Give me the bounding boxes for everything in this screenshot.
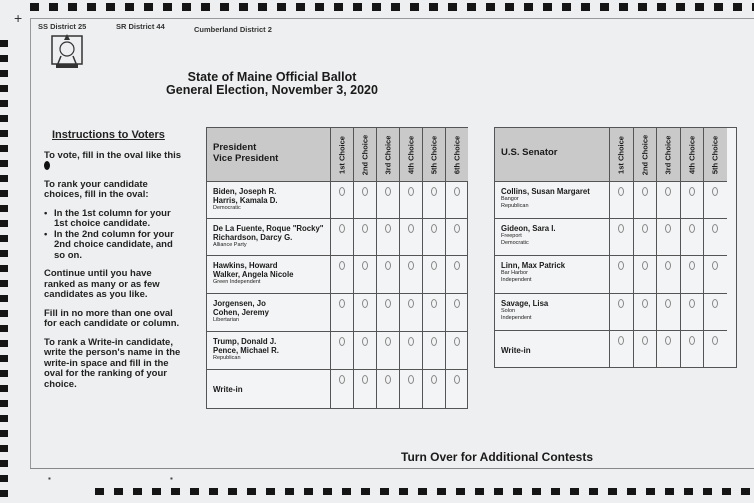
turnover-note: Turn Over for Additional Contests	[401, 450, 594, 464]
ranking-cell	[609, 182, 633, 219]
office-title: President Vice President	[213, 142, 279, 164]
ranking-oval[interactable]	[408, 261, 414, 270]
writein-label: Write-in	[501, 345, 531, 355]
candidate-name	[501, 261, 565, 284]
ranking-oval[interactable]	[689, 224, 695, 233]
instructions-para: To vote, fill in the oval like this	[44, 151, 184, 172]
candidate-line: Walker, Angela Nicole	[213, 270, 294, 279]
instructions-panel	[44, 130, 184, 398]
ranking-oval[interactable]	[385, 375, 391, 384]
candidate-town: Bangor	[501, 196, 519, 202]
candidate-row	[495, 182, 727, 219]
candidate-name	[501, 224, 556, 247]
candidate-name	[213, 299, 269, 324]
ranking-cell	[330, 182, 353, 219]
ranking-oval[interactable]	[385, 187, 391, 196]
ranking-oval[interactable]	[431, 337, 437, 346]
ranking-oval[interactable]	[618, 224, 624, 233]
ranking-oval[interactable]	[362, 375, 368, 384]
ranking-oval[interactable]	[362, 224, 368, 233]
ranking-oval[interactable]	[454, 224, 460, 233]
candidate-line: Biden, Joseph R.	[213, 187, 277, 196]
ranking-oval[interactable]	[618, 261, 624, 270]
candidate-row	[495, 256, 727, 294]
candidate-line: Gideon, Sara I.	[501, 224, 556, 233]
ranking-cell	[353, 256, 376, 294]
ranking-cell	[330, 256, 353, 294]
ranking-oval[interactable]	[385, 261, 391, 270]
ranking-oval[interactable]	[712, 224, 718, 233]
ranking-cell	[399, 182, 422, 219]
writein-row	[495, 331, 727, 368]
ranking-cell	[330, 332, 353, 370]
instructions-para: Fill in no more than one oval for each candidate or column.	[44, 307, 180, 330]
district-label: Cumberland District 2	[194, 25, 272, 34]
ranking-cell	[680, 182, 704, 219]
timing-tick: ▪	[48, 474, 51, 483]
ranking-oval[interactable]	[665, 336, 671, 345]
ranking-oval[interactable]	[712, 187, 718, 196]
ranking-oval[interactable]	[689, 336, 695, 345]
instructions-list	[44, 209, 184, 262]
ranking-cell	[633, 256, 657, 294]
ranking-cell	[399, 294, 422, 332]
candidate-town: Freeport	[501, 233, 522, 239]
ranking-oval[interactable]	[408, 299, 414, 308]
ranking-oval[interactable]	[408, 337, 414, 346]
ranking-cell	[633, 294, 657, 331]
ranking-cell	[353, 370, 376, 408]
choice-column-header	[330, 128, 353, 182]
ranking-oval[interactable]	[454, 261, 460, 270]
ranking-cell	[609, 294, 633, 331]
ranking-oval[interactable]	[339, 337, 345, 346]
ranking-cell	[703, 331, 727, 368]
district-label: SR District 44	[116, 22, 165, 31]
ranking-cell	[422, 182, 445, 219]
ranking-oval[interactable]	[665, 224, 671, 233]
ranking-cell	[422, 332, 445, 370]
choice-column-label: 2nd Choice	[640, 134, 650, 175]
ranking-oval[interactable]	[712, 336, 718, 345]
choice-column-header	[633, 128, 657, 182]
choice-column-label: 2nd Choice	[360, 134, 370, 175]
choice-column-header	[656, 128, 680, 182]
ranking-oval[interactable]	[408, 224, 414, 233]
choice-column-header	[445, 128, 468, 182]
instructions-para: To rank your candidate choices, fill in the oval:	[44, 178, 149, 201]
ranking-cell	[656, 331, 680, 368]
choice-column-label: 1st Choice	[616, 135, 626, 174]
registration-cross-icon: +	[14, 10, 23, 26]
ranking-oval[interactable]	[689, 187, 695, 196]
timing-marks-bottom	[95, 488, 754, 495]
candidate-line: Hawkins, Howard	[213, 261, 278, 270]
ranking-cell	[422, 219, 445, 256]
writein-row	[207, 370, 468, 408]
ranking-cell	[609, 256, 633, 294]
candidate-party: Republican	[213, 355, 241, 361]
ranking-cell	[399, 370, 422, 408]
candidate-name	[501, 299, 548, 322]
ranking-oval[interactable]	[385, 337, 391, 346]
ranking-cell	[633, 219, 657, 256]
candidate-row	[495, 219, 727, 256]
candidate-line: Richardson, Darcy G.	[213, 233, 293, 242]
ranking-oval[interactable]	[362, 337, 368, 346]
ranking-oval[interactable]	[642, 336, 648, 345]
senator-contest	[494, 127, 737, 368]
ranking-oval[interactable]	[689, 261, 695, 270]
ranking-cell	[399, 332, 422, 370]
office-title: U.S. Senator	[501, 147, 558, 158]
choice-column-header	[422, 128, 445, 182]
ranking-cell	[376, 294, 399, 332]
candidate-line: De La Fuente, Roque "Rocky"	[213, 224, 324, 233]
choice-column-label: 4th Choice	[687, 135, 697, 174]
ranking-cell	[376, 182, 399, 219]
ranking-cell	[445, 182, 468, 219]
choice-column-label: 5th Choice	[710, 135, 720, 174]
instructions-bullet: • In the 2nd column for your 2nd choice candidate, and so on.	[44, 230, 184, 262]
ranking-cell	[703, 182, 727, 219]
candidate-town: Bar Harbor	[501, 270, 528, 276]
ranking-oval[interactable]	[454, 187, 460, 196]
ranking-oval[interactable]	[431, 261, 437, 270]
ranking-cell	[609, 331, 633, 368]
choice-column-label: 3rd Choice	[663, 135, 673, 174]
ranking-oval[interactable]	[454, 337, 460, 346]
ranking-cell	[633, 182, 657, 219]
ranking-cell	[609, 219, 633, 256]
candidate-row	[207, 256, 468, 294]
choice-column-label: 1st Choice	[337, 135, 347, 174]
ranking-oval[interactable]	[642, 187, 648, 196]
title-line-1: State of Maine Official Ballot	[187, 70, 357, 84]
ranking-oval[interactable]	[431, 375, 437, 384]
ranking-cell	[330, 294, 353, 332]
ranking-oval[interactable]	[665, 299, 671, 308]
ranking-oval[interactable]	[454, 299, 460, 308]
ranking-cell	[376, 219, 399, 256]
ranking-cell	[680, 294, 704, 331]
state-seal-icon	[48, 30, 86, 70]
candidate-name	[213, 224, 324, 249]
candidate-row	[207, 294, 468, 332]
timing-tick: ▪	[170, 474, 173, 483]
ranking-oval[interactable]	[618, 336, 624, 345]
choice-column-header	[399, 128, 422, 182]
candidate-town: Solon	[501, 308, 516, 314]
ranking-cell	[353, 294, 376, 332]
ranking-oval[interactable]	[642, 299, 648, 308]
ranking-cell	[422, 256, 445, 294]
instructions-para: To rank a Write-in candidate, write the person's name in the write-in space and fill in the oval for the ranking of your choice.	[44, 336, 181, 390]
writein-label: Write-in	[213, 385, 243, 394]
ranking-cell	[445, 370, 468, 408]
candidate-party: Independent	[501, 315, 532, 321]
ranking-cell	[376, 332, 399, 370]
ranking-oval[interactable]	[689, 299, 695, 308]
ranking-cell	[445, 294, 468, 332]
ranking-cell	[422, 370, 445, 408]
candidate-line: Harris, Kamala D.	[213, 196, 278, 205]
ranking-cell	[353, 332, 376, 370]
ranking-cell	[656, 294, 680, 331]
ranking-cell	[703, 219, 727, 256]
filled-oval-icon	[44, 161, 50, 170]
instructions-para: Continue until you have ranked as many or as few candidates as you like.	[44, 268, 160, 301]
ranking-cell	[376, 256, 399, 294]
ranking-cell	[633, 331, 657, 368]
ranking-cell	[703, 256, 727, 294]
ranking-oval[interactable]	[362, 299, 368, 308]
ranking-oval[interactable]	[665, 187, 671, 196]
ranking-cell	[680, 256, 704, 294]
choice-column-header	[703, 128, 727, 182]
ranking-cell	[422, 294, 445, 332]
ranking-oval[interactable]	[362, 261, 368, 270]
candidate-party: Libertarian	[213, 317, 239, 323]
ranking-oval[interactable]	[712, 261, 718, 270]
ranking-cell	[330, 219, 353, 256]
candidate-row	[207, 219, 468, 256]
ranking-oval[interactable]	[408, 187, 414, 196]
ranking-oval[interactable]	[642, 261, 648, 270]
ranking-oval[interactable]	[642, 224, 648, 233]
candidate-name	[501, 187, 590, 210]
ranking-oval[interactable]	[339, 187, 345, 196]
choice-column-label: 3rd Choice	[383, 135, 393, 174]
ranking-cell	[445, 256, 468, 294]
ranking-oval[interactable]	[431, 299, 437, 308]
ranking-cell	[703, 294, 727, 331]
ranking-oval[interactable]	[339, 299, 345, 308]
ranking-oval[interactable]	[362, 187, 368, 196]
candidate-row	[495, 294, 727, 331]
candidate-line: Trump, Donald J.	[213, 337, 277, 346]
candidate-party: Independent	[501, 277, 532, 283]
district-label: SS District 25	[38, 22, 87, 31]
ranking-oval[interactable]	[385, 299, 391, 308]
ranking-cell	[353, 182, 376, 219]
ranking-cell	[399, 219, 422, 256]
candidate-party: Green Independent	[213, 279, 261, 285]
ranking-cell	[445, 219, 468, 256]
choice-column-label: 4th Choice	[406, 135, 416, 174]
choice-column-label: 6th Choice	[452, 135, 462, 174]
choice-column-header	[376, 128, 399, 182]
ranking-cell	[330, 370, 353, 408]
candidate-party: Alliance Party	[213, 242, 247, 248]
timing-marks-top	[30, 3, 754, 11]
ranking-cell	[656, 256, 680, 294]
president-header	[207, 128, 330, 182]
candidate-line: Jorgensen, Jo	[213, 299, 266, 308]
ranking-cell	[680, 219, 704, 256]
title-line-2: General Election, November 3, 2020	[166, 83, 378, 97]
choice-column-header	[609, 128, 633, 182]
candidate-party: Democratic	[213, 205, 241, 211]
choice-column-header	[680, 128, 704, 182]
ranking-oval[interactable]	[431, 187, 437, 196]
divider	[30, 468, 754, 469]
senator-header	[495, 128, 609, 182]
ranking-oval[interactable]	[618, 187, 624, 196]
choice-column-label: 5th Choice	[429, 135, 439, 174]
candidate-party: Republican	[501, 203, 529, 209]
president-contest	[206, 127, 468, 409]
candidate-line: Collins, Susan Margaret	[501, 187, 590, 196]
timing-marks-left	[0, 40, 8, 500]
candidate-line: Pence, Michael R.	[213, 346, 279, 355]
ranking-cell	[445, 332, 468, 370]
ranking-oval[interactable]	[408, 375, 414, 384]
ranking-cell	[399, 256, 422, 294]
candidate-name	[213, 187, 278, 212]
candidate-row	[207, 332, 468, 370]
ranking-oval[interactable]	[385, 224, 391, 233]
candidate-row	[207, 182, 468, 219]
instructions-heading: Instructions to Voters	[52, 129, 165, 141]
ranking-oval[interactable]	[339, 261, 345, 270]
ranking-oval[interactable]	[454, 375, 460, 384]
candidate-line: Cohen, Jeremy	[213, 308, 269, 317]
candidate-line: Savage, Lisa	[501, 299, 549, 308]
ranking-cell	[656, 182, 680, 219]
candidate-name	[213, 261, 293, 286]
ranking-oval[interactable]	[618, 299, 624, 308]
ranking-cell	[680, 331, 704, 368]
candidate-party: Democratic	[501, 240, 529, 246]
ranking-oval[interactable]	[431, 224, 437, 233]
candidate-name	[213, 337, 279, 362]
ranking-cell	[353, 219, 376, 256]
candidate-line: Linn, Max Patrick	[501, 261, 566, 270]
ranking-oval[interactable]	[712, 299, 718, 308]
choice-column-header	[353, 128, 376, 182]
ranking-cell	[656, 219, 680, 256]
ranking-oval[interactable]	[665, 261, 671, 270]
ranking-oval[interactable]	[339, 224, 345, 233]
ranking-oval[interactable]	[339, 375, 345, 384]
ranking-cell	[376, 370, 399, 408]
instructions-bullet: • In the 1st column for your 1st choice candidate.	[44, 209, 184, 230]
